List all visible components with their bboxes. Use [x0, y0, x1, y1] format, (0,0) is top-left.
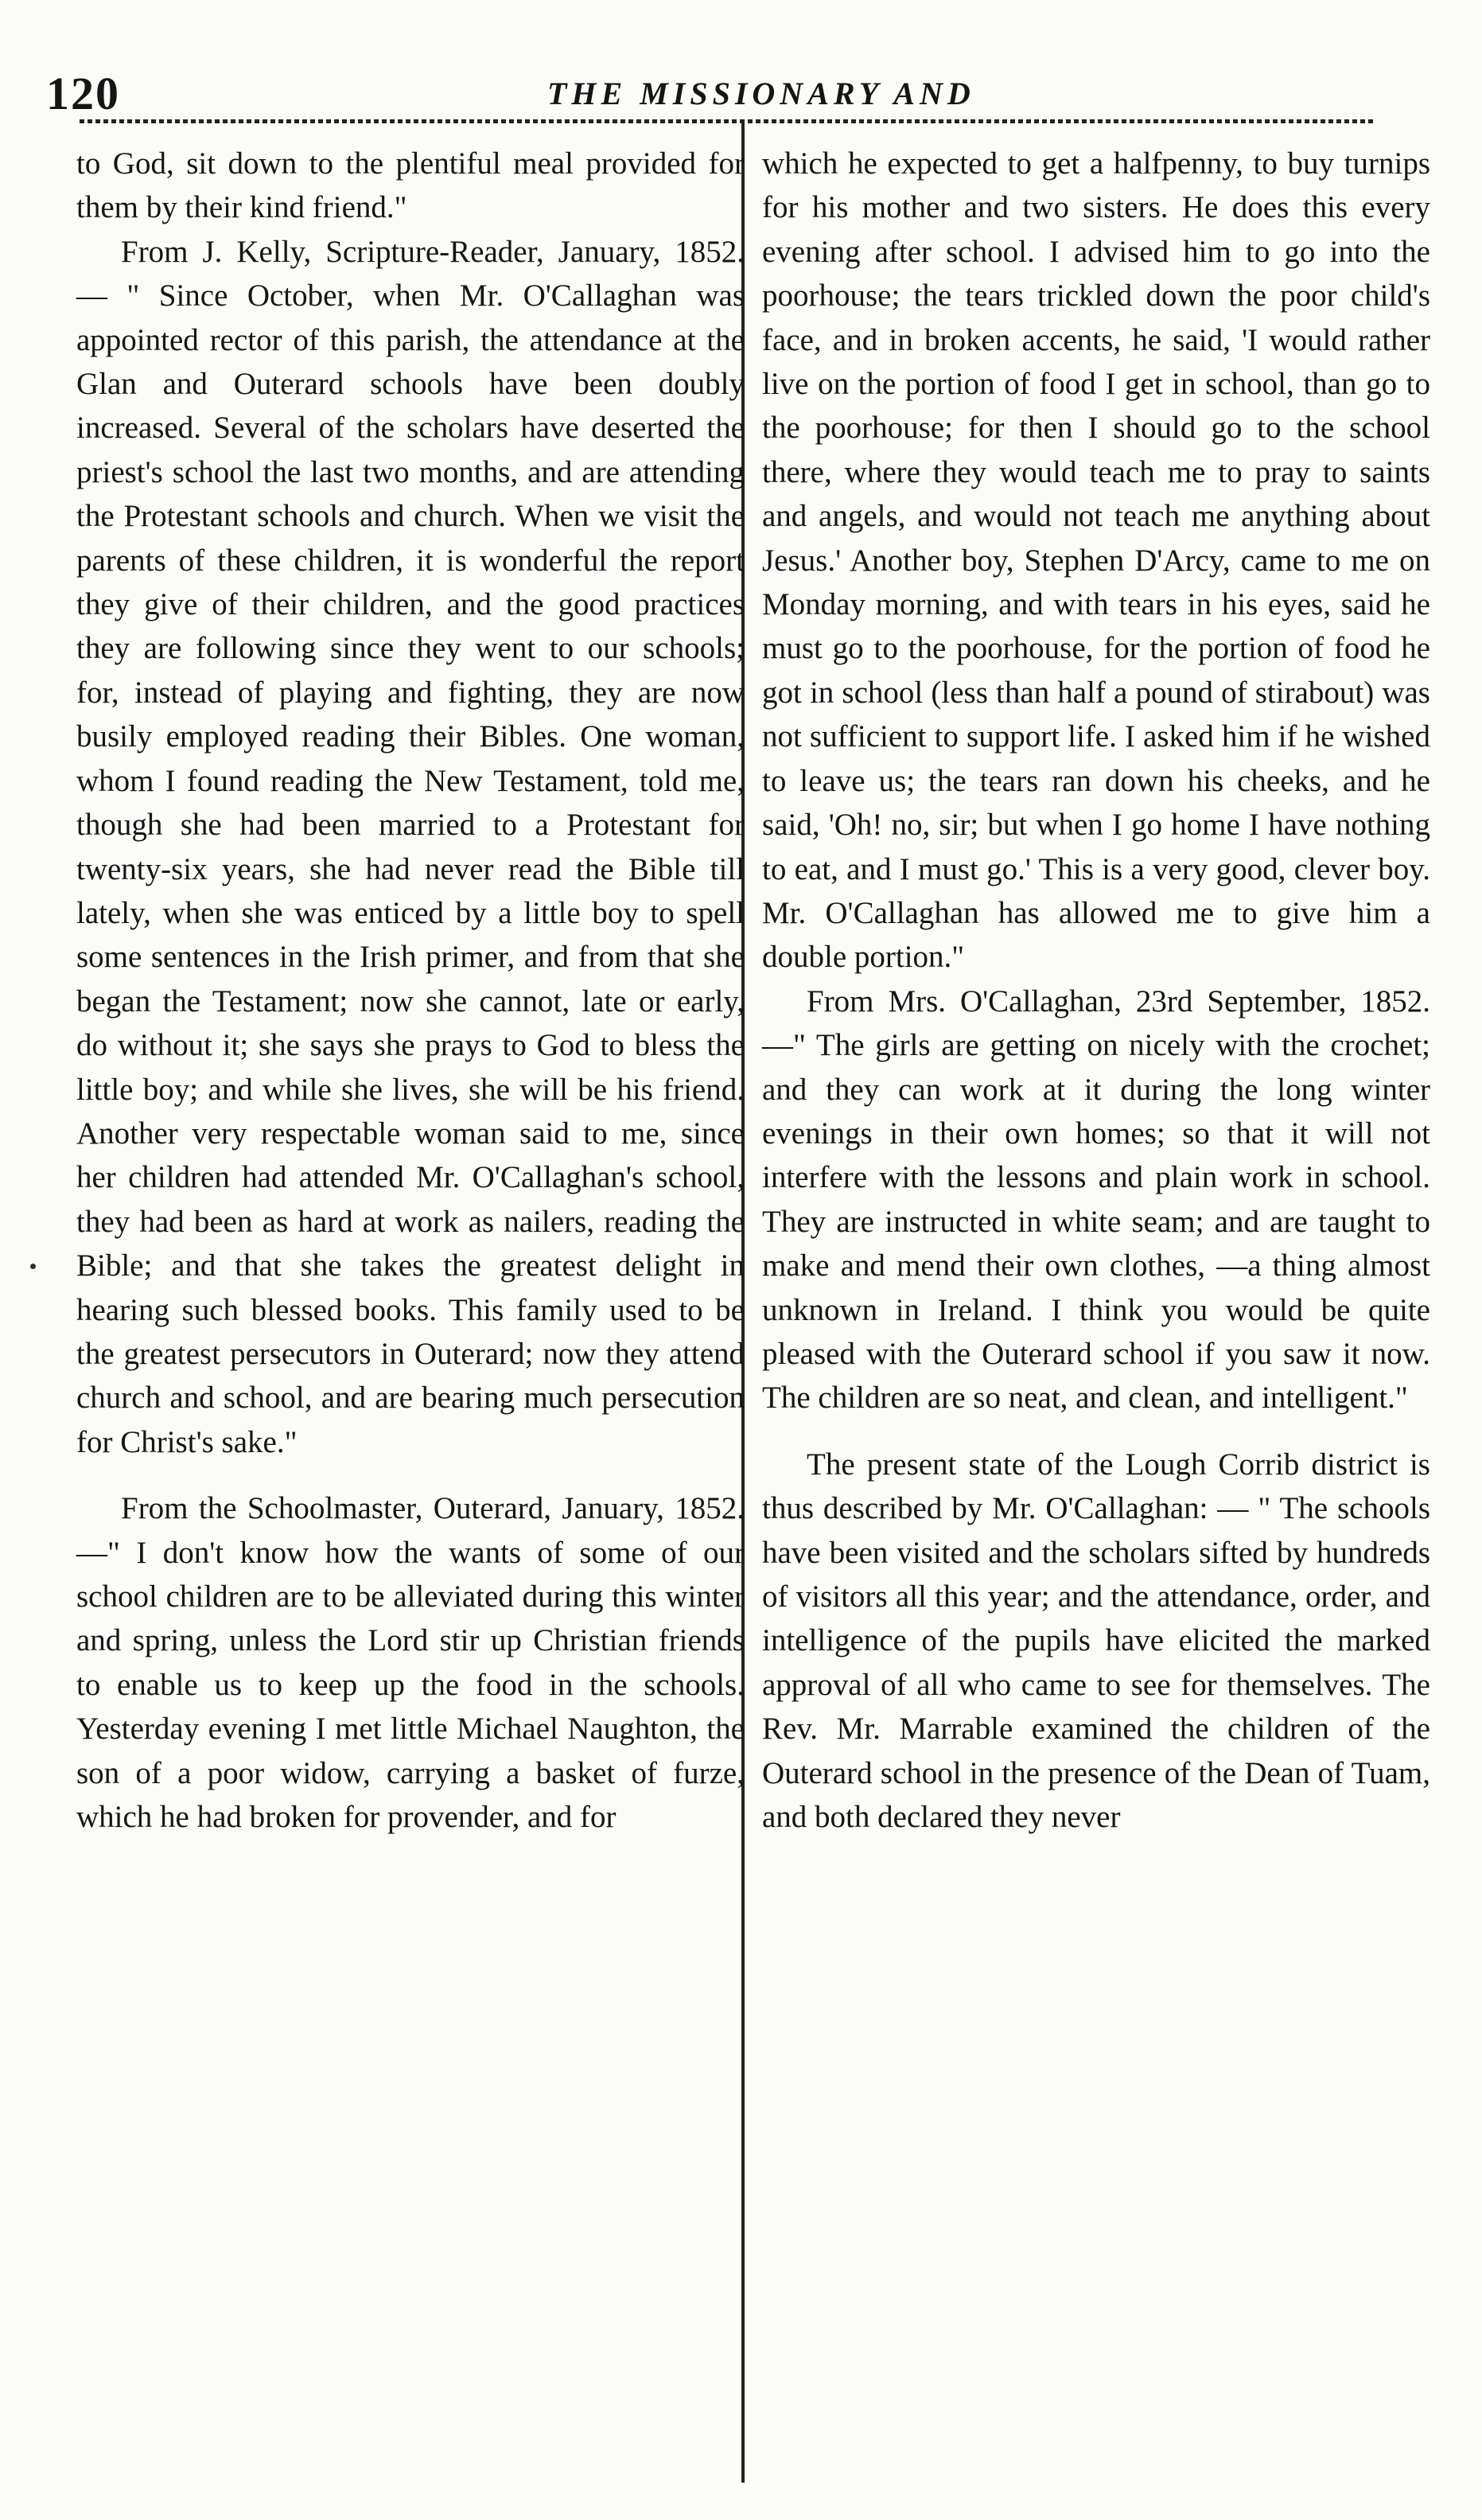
right-column [762, 142, 1430, 1839]
left-column [76, 142, 745, 1839]
paragraph: to God, sit down to the plentiful meal provided for them by their kind friend." [76, 146, 745, 225]
running-title: THE MISSIONARY AND [547, 76, 975, 111]
header-rule [80, 119, 1376, 123]
paragraph: From Mrs. O'Callaghan, 23rd September, 1852.—" The girls are getting on nicely with the crochet; and they can work at it during the long winter evenings in their own homes; so that it will not interfere with the lessons and plain work in school. They are instructed in white seam; and are taught to make and mend their own clothes, —a thing almost unknown in Ireland. I think you would be quite pleased with the Outerard school if you saw it now. The children are so neat, and clean, and intelligent." [762, 983, 1430, 1416]
paragraph: The present state of the Lough Corrib district is thus described by Mr. O'Callaghan: — " The schools have been visited and the scholars sifted by hundreds of visitors all this year; and the attendance, order, and intelligence of the pupils have elicited the marked approval of all who came to see for themselves. The Rev. Mr. Marrable examined the children of the Outerard school in the presence of the Dean of Tuam, and both declared they never [762, 1447, 1430, 1835]
page-number: 120 [46, 68, 120, 119]
margin-ink-mark [30, 1264, 36, 1269]
paragraph: which he expected to get a halfpenny, to buy turnips for his mother and two sisters. He does this every evening after school. I advised him to go into the poorhouse; the tears trickled down the poor child's face, and in broken accents, he said, 'I would rather live on the portion of food I get in school, than go to the poorhouse; for then I should go to the school there, where they would teach me to pray to saints and angels, and would not teach me anything about Jesus.' Another boy, Stephen D'Arcy, came to me on Monday morning, and with tears in his eyes, said he must go to the poorhouse, for the portion of food he got in school (less than half a pound of stirabout) was not sufficient to support life. I asked him if he wished to leave us; the tears ran down his cheeks, and he said, 'Oh! no, sir; but when I go home I have nothing to eat, and I must go.' This is a very good, clever boy. Mr. O'Callaghan has allowed me to give him a double portion." [762, 146, 1430, 975]
paragraph: From J. Kelly, Scripture-Reader, January, 1852. — " Since October, when Mr. O'Callaghan was appointed rector of this parish, the attendance at the Glan and Outerard schools have been doubly increased. Several of the scholars have deserted the priest's school the last two months, and are attending the Protestant schools and church. When we visit the parents of these children, it is wonderful the report they give of their children, and the good practices they are following since they went to our schools; for, instead of playing and fighting, they are now busily employed reading their Bibles. One woman, whom I found reading the New Testament, told me, though she had been married to a Protestant for twenty-six years, she had never read the Bible till lately, when she was enticed by a little boy to spell some sentences in the Irish primer, and from that she began the Testament; now she cannot, late or early, do without it; she says she prays to God to bless the little boy; and while she lives, she will be his friend. Another very respectable woman said to me, since her children had attended Mr. O'Callaghan's school, they had been as hard at work as nailers, reading the Bible; and that she takes the greatest delight in hearing such blessed books. This family used to be the greatest persecutors in Outerard; now they attend church and school, and are bearing much persecution for Christ's sake." [76, 234, 745, 1459]
paragraph: From the Schoolmaster, Outerard, January, 1852.—" I don't know how the wants of some of our school children are to be alleviated during this winter and spring, unless the Lord stir up Christian friends to enable us to keep up the food in the schools. Yesterday evening I met little Michael Naughton, the son of a poor widow, carrying a basket of furze, which he had broken for provender, and for [76, 1491, 745, 1835]
